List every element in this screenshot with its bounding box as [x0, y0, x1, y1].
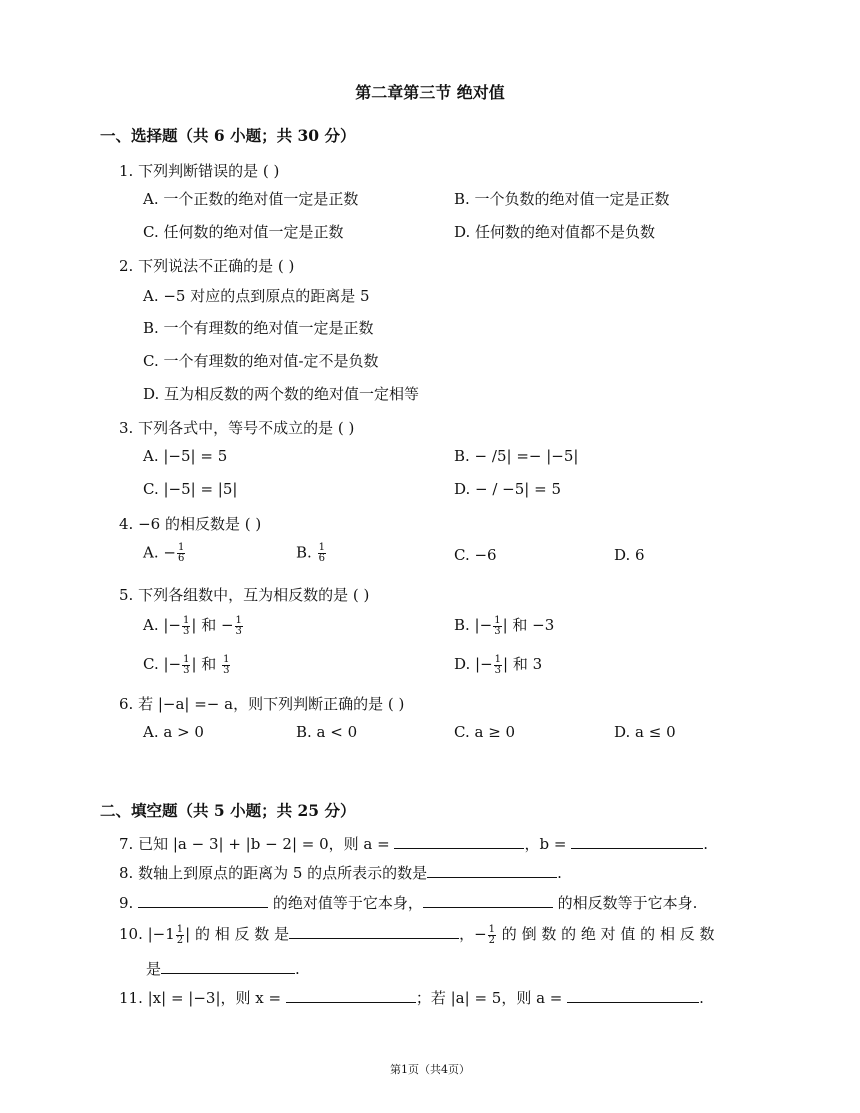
fraction-one-sixth — [177, 543, 185, 564]
frac-den: 3 — [223, 664, 230, 676]
question-11 — [119, 987, 704, 1008]
blank-line[interactable] — [427, 863, 557, 878]
q5-d-prefix: D. |− — [454, 655, 493, 673]
q10-text-d: 的 倒 数 的 绝 对 值 的 相 反 数 — [497, 925, 715, 943]
frac-num: 1 — [235, 614, 242, 626]
frac-num: 1 — [223, 653, 230, 665]
frac-num: 1 — [488, 923, 496, 935]
q10-line2-text: 是 — [146, 960, 162, 978]
fraction-one-third — [494, 655, 502, 676]
question-10 — [119, 923, 714, 946]
frac-num: 1 — [177, 542, 185, 553]
q4-option-c: C. −6 — [454, 546, 497, 564]
q6-option-d: D. a ≤ 0 — [614, 723, 676, 741]
q5-option-c — [143, 653, 231, 676]
frac-num: 1 — [494, 614, 501, 626]
q5-c-mid: | 和 — [191, 655, 222, 673]
q5-a-prefix: A. |− — [143, 616, 181, 634]
section-heading-fill: 二、填空题（共 5 小题；共 25 分） — [100, 801, 356, 820]
q6-option-b: B. a < 0 — [296, 723, 358, 741]
q3-option-a: A. |−5| = 5 — [143, 447, 228, 465]
q9-text-b: 的绝对值等于它本身， — [268, 894, 423, 912]
frac-den: 3 — [494, 625, 501, 637]
question-4-stem: 4. −6 的相反数是 ( ) — [119, 515, 262, 533]
q1-option-d: D. 任何数的绝对值都不是负数 — [454, 223, 656, 241]
frac-num: 1 — [183, 614, 190, 626]
q3-option-b: B. − /5| =− |−5| — [454, 447, 579, 465]
blank-line[interactable] — [286, 988, 416, 1003]
q1-option-a: A. 一个正数的绝对值一定是正数 — [143, 190, 359, 208]
q5-d-suffix: | 和 3 — [503, 655, 543, 673]
q10-text-b: | 的 相 反 数 是 — [185, 925, 290, 943]
question-2-stem: 2. 下列说法不正确的是 ( ) — [119, 257, 295, 275]
q4-option-d: D. 6 — [614, 546, 645, 564]
q11-end: . — [699, 989, 704, 1007]
q5-option-a — [143, 614, 244, 637]
frac-den: 6 — [318, 553, 325, 564]
q1-option-b: B. 一个负数的绝对值一定是正数 — [454, 190, 670, 208]
blank-line[interactable] — [571, 834, 703, 849]
fraction-one-third — [493, 616, 501, 637]
blank-line[interactable] — [138, 893, 268, 908]
q5-b-prefix: B. |− — [454, 616, 493, 634]
question-3-stem: 3. 下列各式中，等号不成立的是 ( ) — [119, 419, 355, 437]
q8-text: 8. 数轴上到原点的距离为 5 的点所表示的数是 — [119, 864, 428, 882]
q7-end: . — [703, 835, 708, 853]
question-9 — [119, 892, 697, 913]
q6-option-c: C. a ≥ 0 — [454, 723, 516, 741]
frac-den: 3 — [235, 625, 242, 637]
question-7 — [119, 833, 708, 854]
q2-option-d: D. 互为相反数的两个数的绝对值一定相等 — [143, 385, 420, 403]
q9-num: 9. — [119, 894, 139, 912]
blank-line[interactable] — [423, 893, 553, 908]
q5-c-prefix: C. |− — [143, 655, 182, 673]
fraction-one-sixth — [318, 543, 326, 564]
q5-option-b — [454, 614, 554, 637]
q1-option-c: C. 任何数的绝对值一定是正数 — [143, 223, 344, 241]
q2-option-b: B. 一个有理数的绝对值一定是正数 — [143, 319, 374, 337]
q11-text-b: ；若 |a| = 5，则 a = — [415, 989, 568, 1007]
q2-option-a: A. −5 对应的点到原点的距离是 5 — [143, 287, 370, 305]
question-1-stem: 1. 下列判断错误的是 ( ) — [119, 162, 280, 180]
question-5-stem: 5. 下列各组数中，互为相反数的是 ( ) — [119, 586, 370, 604]
frac-den: 2 — [176, 934, 184, 946]
blank-line[interactable] — [394, 834, 524, 849]
fraction-one-half — [488, 925, 496, 946]
section-heading-choice: 一、选择题（共 6 小题；共 30 分） — [100, 126, 356, 145]
q2-option-c: C. 一个有理数的绝对值-定不是负数 — [143, 352, 379, 370]
q4-option-a-prefix: A. − — [143, 543, 176, 562]
q4-option-a — [143, 543, 186, 564]
q4-option-b-prefix: B. — [296, 543, 317, 562]
q6-option-a: A. a > 0 — [143, 723, 204, 741]
frac-num: 1 — [176, 923, 184, 935]
frac-den: 6 — [177, 553, 185, 564]
frac-num: 1 — [494, 653, 502, 665]
frac-num: 1 — [318, 542, 325, 553]
q8-end: . — [557, 864, 562, 882]
q5-b-suffix: | 和 −3 — [502, 616, 555, 634]
q4-option-b — [296, 543, 327, 564]
question-10-line2 — [146, 958, 300, 979]
q11-text-a: 11. |x| = |−3|，则 x = — [119, 989, 286, 1007]
blank-line[interactable] — [161, 959, 295, 974]
q10-text-a: 10. |−1 — [119, 925, 175, 943]
blank-line[interactable] — [289, 924, 459, 939]
q9-text-c: 的相反数等于它本身. — [552, 894, 698, 912]
frac-den: 2 — [488, 934, 496, 946]
q5-option-d — [454, 653, 542, 676]
page-title: 第二章第三节 绝对值 — [355, 83, 505, 102]
question-8 — [119, 862, 562, 883]
q3-option-d: D. − / −5| = 5 — [454, 480, 561, 498]
frac-den: 3 — [183, 664, 190, 676]
fraction-one-third — [182, 655, 190, 676]
frac-den: 3 — [494, 664, 502, 676]
q3-option-c: C. |−5| = |5| — [143, 480, 238, 498]
q10-text-c: ，− — [459, 925, 487, 943]
question-6-stem: 6. 若 |−a| =− a，则下列判断正确的是 ( ) — [119, 695, 405, 713]
fraction-one-half — [176, 925, 184, 946]
blank-line[interactable] — [567, 988, 699, 1003]
page-footer: 第1页（共4页） — [390, 1063, 470, 1076]
q5-a-mid: | 和 − — [191, 616, 234, 634]
q7-text-a: 7. 已知 |a − 3| + |b − 2| = 0，则 a = — [119, 835, 395, 853]
q7-text-b: ，b = — [524, 835, 572, 853]
fraction-one-third — [222, 655, 230, 676]
frac-den: 3 — [183, 625, 190, 637]
fraction-one-third — [182, 616, 190, 637]
q10-end: . — [295, 960, 300, 978]
frac-num: 1 — [183, 653, 190, 665]
fraction-one-third — [235, 616, 243, 637]
